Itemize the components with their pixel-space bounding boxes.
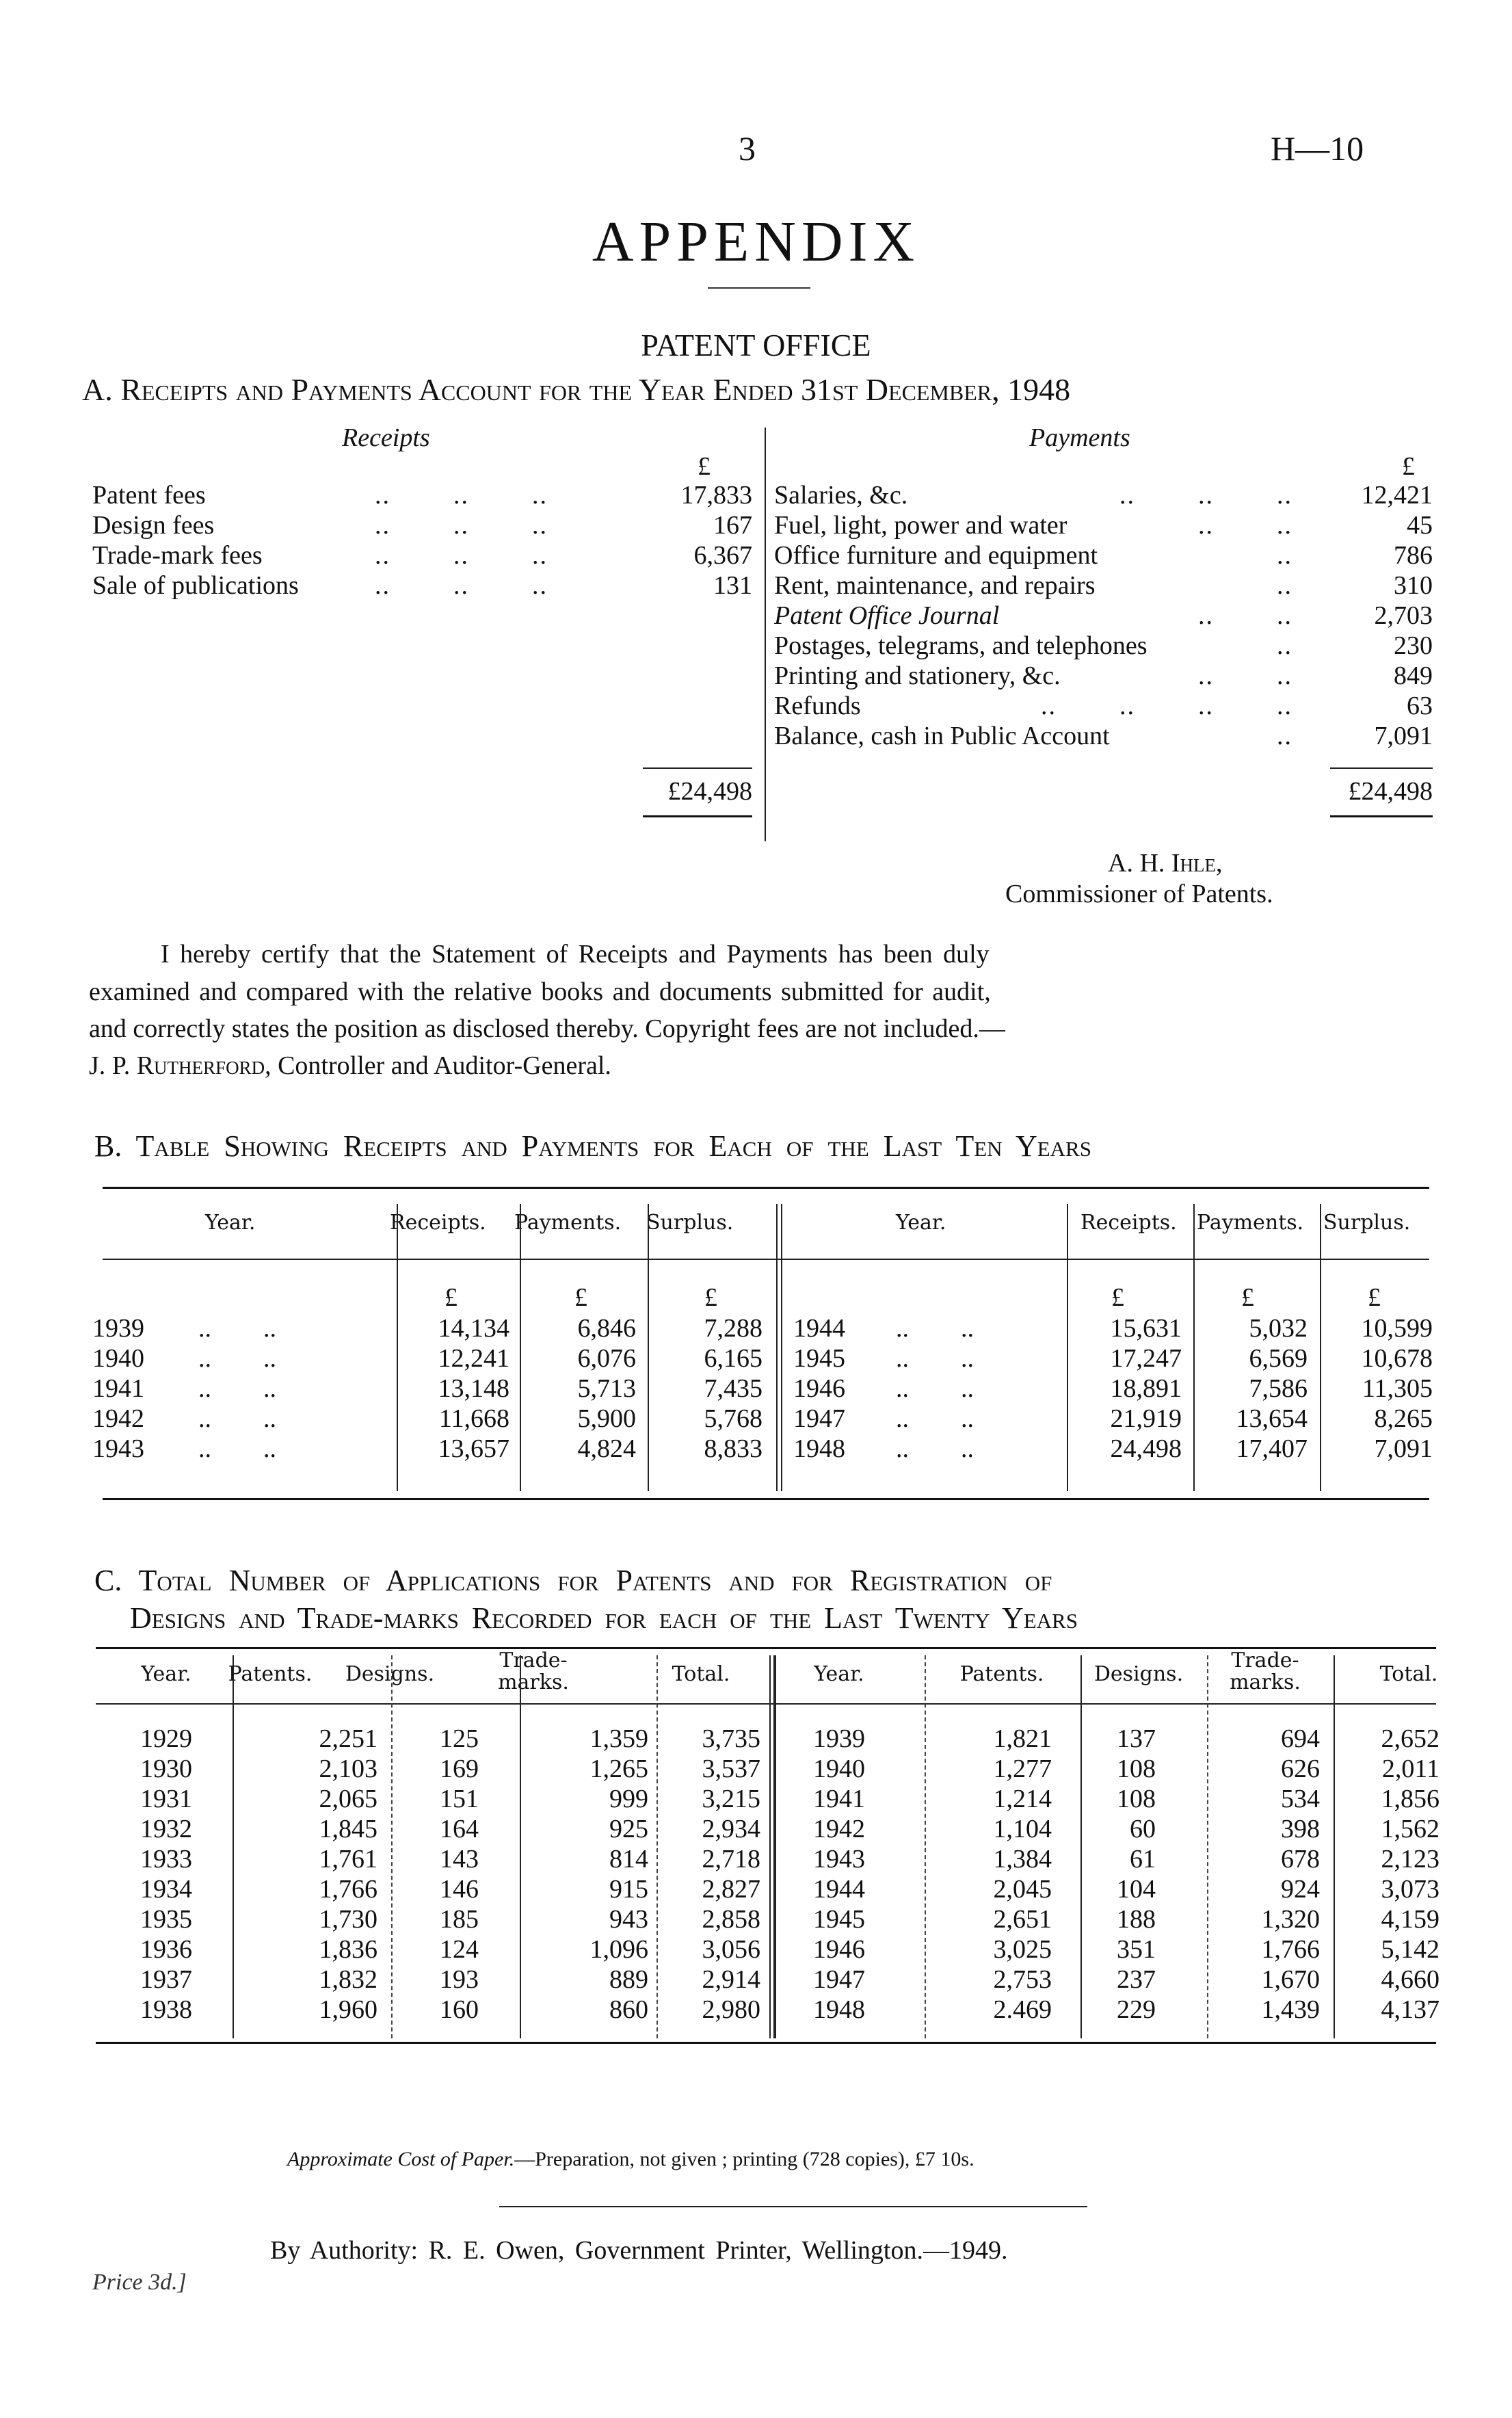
payments-cell: 5,900 <box>577 1404 636 1433</box>
leader-dots: .. <box>1277 722 1292 750</box>
col-rule <box>391 1655 393 2038</box>
payments-total: £24,498 <box>1348 777 1433 806</box>
leader-dots: .. .. <box>198 1344 276 1373</box>
year-cell: 1936 <box>140 1935 192 1964</box>
certification-line: and correctly states the position as disclosed thereby. Copyright fees are not included.— <box>89 1014 1005 1043</box>
surplus-cell: 6,165 <box>704 1344 762 1373</box>
signatory-title: Commissioner of Patents. <box>1005 880 1273 908</box>
payments-total-double-rule <box>1330 815 1433 817</box>
leader-dots: .. .. <box>896 1344 974 1373</box>
patents-cell: 2,065 <box>319 1785 377 1813</box>
payment-label: Fuel, light, power and water <box>774 511 1067 540</box>
surplus-cell: 7,435 <box>704 1374 762 1403</box>
payment-value: 230 <box>1394 631 1433 660</box>
trademarks-cell: 1,320 <box>1261 1905 1320 1934</box>
currency-mark: £ <box>1241 1283 1254 1312</box>
year-cell: 1932 <box>140 1815 192 1843</box>
col-header-payments: Payments. <box>514 1211 622 1235</box>
trademarks-cell: 534 <box>1281 1785 1320 1813</box>
trademarks-cell: 889 <box>609 1965 648 1994</box>
patents-cell: 1,214 <box>993 1785 1052 1813</box>
receipt-label: Sale of publications <box>92 571 299 600</box>
auditor-title: Controller and Auditor-General. <box>278 1051 611 1080</box>
designs-cell: 108 <box>1117 1785 1156 1813</box>
payments-total-rule <box>1330 767 1433 769</box>
col-rule <box>925 1655 926 2038</box>
payment-value: 849 <box>1394 661 1433 690</box>
year-cell: 1945 <box>793 1344 845 1373</box>
receipt-label: Patent fees <box>92 481 206 510</box>
designs-cell: 61 <box>1130 1845 1156 1874</box>
payment-label: Rent, maintenance, and repairs <box>774 571 1096 600</box>
receipts-total: £24,498 <box>667 777 752 806</box>
section-b-title: B. Table Showing Receipts and Payments for Each of the Last Ten Years <box>94 1129 1091 1163</box>
year-cell: 1947 <box>793 1404 845 1433</box>
year-cell: 1937 <box>140 1965 192 1994</box>
surplus-cell: 7,091 <box>1374 1434 1433 1463</box>
total-cell: 4,137 <box>1381 1995 1440 2024</box>
col-header-trademarks: marks. <box>1230 1670 1301 1694</box>
receipt-value: 17,833 <box>680 481 752 510</box>
year-cell: 1929 <box>140 1724 192 1753</box>
trademarks-cell: 1,439 <box>1261 1995 1320 2024</box>
currency-mark: £ <box>574 1283 587 1312</box>
year-cell: 1948 <box>813 1995 865 2024</box>
patents-cell: 1,384 <box>993 1845 1052 1874</box>
designs-cell: 151 <box>440 1785 479 1813</box>
trademarks-cell: 1,766 <box>1261 1935 1320 1964</box>
receipts-cell: 14,134 <box>438 1314 509 1343</box>
receipts-cell: 18,891 <box>1110 1374 1182 1403</box>
patents-cell: 1,845 <box>319 1815 377 1843</box>
designs-cell: 185 <box>440 1905 479 1934</box>
col-header-total: Total. <box>1379 1662 1438 1686</box>
payments-currency: £ <box>1402 452 1415 481</box>
year-cell: 1942 <box>813 1815 865 1843</box>
table-c-bottom-rule <box>96 2042 1436 2044</box>
total-cell: 2,718 <box>702 1845 760 1874</box>
half-divider <box>775 1655 776 2038</box>
designs-cell: 108 <box>1117 1755 1156 1783</box>
leader-dots: .. .. .. <box>375 481 548 510</box>
section-c-title-line2: Designs and Trade-marks Recorded for each of the Last Twenty Years <box>130 1601 1078 1635</box>
total-cell: 3,056 <box>702 1935 760 1964</box>
total-cell: 2,914 <box>702 1965 760 1994</box>
leader-dots: .. .. <box>198 1404 276 1433</box>
patents-cell: 2,103 <box>319 1755 377 1783</box>
total-cell: 4,159 <box>1381 1905 1440 1934</box>
receipts-currency: £ <box>698 452 711 481</box>
trademarks-cell: 626 <box>1281 1755 1320 1783</box>
col-header-year: Year. <box>205 1211 256 1235</box>
leader-dots: .. .. <box>1198 511 1292 540</box>
leader-dots: .. .. <box>896 1404 974 1433</box>
signatory-name: A. H. Ihle, <box>1108 849 1223 878</box>
payments-cell: 5,032 <box>1249 1314 1308 1343</box>
total-cell: 2,827 <box>702 1875 760 1904</box>
designs-cell: 237 <box>1117 1965 1156 1994</box>
currency-mark: £ <box>1368 1283 1381 1312</box>
designs-cell: 193 <box>440 1965 479 1994</box>
footer-rule <box>499 2206 1087 2207</box>
col-header-surplus: Surplus. <box>646 1211 734 1235</box>
total-cell: 3,735 <box>702 1724 760 1753</box>
designs-cell: 137 <box>1117 1724 1156 1753</box>
total-cell: 4,660 <box>1381 1965 1440 1994</box>
total-cell: 2,652 <box>1381 1724 1440 1753</box>
designs-cell: 188 <box>1117 1905 1156 1934</box>
trademarks-cell: 694 <box>1281 1724 1320 1753</box>
total-cell: 1,856 <box>1381 1785 1440 1813</box>
patents-cell: 2,753 <box>993 1965 1052 1994</box>
payment-value: 63 <box>1407 692 1433 720</box>
payment-label: Patent Office Journal <box>774 601 1000 630</box>
year-cell: 1947 <box>813 1965 865 1994</box>
payments-cell: 6,076 <box>577 1344 636 1373</box>
col-header-year: Year. <box>896 1211 946 1235</box>
year-cell: 1931 <box>140 1785 192 1813</box>
receipts-cell: 13,657 <box>438 1434 509 1463</box>
year-cell: 1948 <box>793 1434 845 1463</box>
year-cell: 1940 <box>813 1755 865 1783</box>
patents-cell: 1,104 <box>993 1815 1052 1843</box>
currency-mark: £ <box>704 1283 717 1312</box>
patents-cell: 1,730 <box>319 1905 377 1934</box>
leader-dots: .. .. .. <box>375 541 548 570</box>
leader-dots: .. .. .. <box>375 511 548 540</box>
receipts-heading: Receipts <box>342 423 430 452</box>
trademarks-cell: 678 <box>1281 1845 1320 1874</box>
trademarks-cell: 1,096 <box>589 1935 648 1964</box>
section-c-title-line1: C. Total Number of Applications for Patents and for Registration of <box>94 1564 1052 1597</box>
surplus-cell: 5,768 <box>704 1404 762 1433</box>
receipts-cell: 21,919 <box>1110 1404 1182 1433</box>
surplus-cell: 8,265 <box>1374 1404 1433 1433</box>
payment-value: 310 <box>1394 571 1433 600</box>
designs-cell: 143 <box>440 1845 479 1874</box>
total-cell: 3,215 <box>702 1785 760 1813</box>
table-b-header-rule <box>103 1259 1429 1260</box>
receipts-total-rule <box>643 767 752 769</box>
patents-cell: 1,766 <box>319 1875 377 1904</box>
designs-cell: 160 <box>440 1995 479 2024</box>
receipt-value: 6,367 <box>693 541 752 570</box>
col-header-surplus: Surplus. <box>1323 1211 1411 1235</box>
col-header-total: Total. <box>672 1662 730 1686</box>
leader-dots: .. .. <box>1198 601 1292 630</box>
designs-cell: 351 <box>1117 1935 1156 1964</box>
patents-cell: 2,045 <box>993 1875 1052 1904</box>
office-heading: PATENT OFFICE <box>641 328 871 363</box>
year-cell: 1939 <box>92 1314 144 1343</box>
col-header-year: Year. <box>814 1662 864 1686</box>
total-cell: 2,858 <box>702 1905 760 1934</box>
trademarks-cell: 1,359 <box>589 1724 648 1753</box>
year-cell: 1935 <box>140 1905 192 1934</box>
total-cell: 2,011 <box>1381 1755 1440 1783</box>
payments-cell: 13,654 <box>1236 1404 1308 1433</box>
receipts-cell: 11,668 <box>438 1404 509 1433</box>
col-header-trademarks: Trade- <box>499 1648 568 1672</box>
payments-cell: 4,824 <box>577 1434 636 1463</box>
receipt-value: 167 <box>713 511 752 540</box>
designs-cell: 164 <box>440 1815 479 1843</box>
trademarks-cell: 999 <box>609 1785 648 1813</box>
half-divider <box>769 1655 771 2038</box>
patents-cell: 1,832 <box>319 1965 377 1994</box>
surplus-cell: 8,833 <box>704 1434 762 1463</box>
col-header-patents: Patents. <box>228 1662 313 1686</box>
col-header-trademarks: marks. <box>498 1670 569 1694</box>
payment-label: Salaries, &c. <box>774 481 908 510</box>
total-cell: 3,537 <box>702 1755 760 1783</box>
leader-dots: .. <box>1277 571 1292 600</box>
col-rule <box>776 1204 778 1491</box>
col-rule <box>233 1655 234 2038</box>
year-cell: 1938 <box>140 1995 192 2024</box>
year-cell: 1939 <box>813 1724 865 1753</box>
surplus-cell: 10,678 <box>1361 1344 1433 1373</box>
currency-mark: £ <box>445 1283 457 1312</box>
payments-cell: 17,407 <box>1236 1434 1308 1463</box>
col-header-designs: Designs. <box>345 1662 435 1686</box>
table-b-bottom-rule <box>103 1498 1429 1500</box>
receipts-cell: 24,498 <box>1110 1434 1182 1463</box>
year-cell: 1944 <box>813 1875 865 1904</box>
patents-cell: 2,251 <box>319 1724 377 1753</box>
receipts-cell: 15,631 <box>1110 1314 1182 1343</box>
leader-dots: .. .. <box>198 1314 276 1343</box>
col-rule <box>520 1655 521 2038</box>
surplus-cell: 11,305 <box>1362 1374 1433 1403</box>
leader-dots: .. <box>1277 541 1292 570</box>
col-header-patents: Patents. <box>959 1662 1044 1686</box>
patents-cell: 1,960 <box>319 1995 377 2024</box>
leader-dots: .. .. .. <box>375 571 548 600</box>
leader-dots: .. .. .. .. <box>1041 692 1292 720</box>
leader-dots: .. .. <box>1198 661 1292 690</box>
payments-cell: 6,569 <box>1249 1344 1308 1373</box>
payment-value: 7,091 <box>1374 722 1433 750</box>
currency-mark: £ <box>1111 1283 1124 1312</box>
payment-label: Postages, telegrams, and telephones <box>774 631 1148 660</box>
payment-label: Printing and stationery, &c. <box>774 661 1061 690</box>
col-header-trademarks: Trade- <box>1231 1648 1299 1672</box>
payments-heading: Payments <box>1029 423 1130 452</box>
trademarks-cell: 925 <box>609 1815 648 1843</box>
payments-cell: 5,713 <box>577 1374 636 1403</box>
title-divider <box>708 287 810 289</box>
table-c-header-rule <box>96 1703 1436 1705</box>
receipt-value: 131 <box>713 571 752 600</box>
payment-label: Balance, cash in Public Account <box>774 722 1110 750</box>
designs-cell: 125 <box>440 1724 479 1753</box>
designs-cell: 104 <box>1117 1875 1156 1904</box>
cost-text: —Preparation, not given ; printing (728 copies), £7 10s. <box>514 2148 974 2170</box>
trademarks-cell: 1,670 <box>1261 1965 1320 1994</box>
year-cell: 1934 <box>140 1875 192 1904</box>
printer-authority: By Authority: R. E. Owen, Government Printer, Wellington.—1949. <box>270 2236 1008 2265</box>
col-header-payments: Payments. <box>1197 1211 1304 1235</box>
receipts-total-double-rule <box>643 815 752 817</box>
leader-dots: .. .. <box>198 1374 276 1403</box>
total-cell: 3,073 <box>1381 1875 1440 1904</box>
leader-dots: .. .. <box>896 1374 974 1403</box>
payment-value: 45 <box>1407 511 1433 540</box>
document-reference: H—10 <box>1271 129 1364 168</box>
receipts-cell: 13,148 <box>438 1374 509 1403</box>
patents-cell: 1,836 <box>319 1935 377 1964</box>
trademarks-cell: 943 <box>609 1905 648 1934</box>
total-cell: 2,980 <box>702 1995 760 2024</box>
col-header-receipts: Receipts. <box>1080 1211 1177 1235</box>
col-rule <box>1207 1655 1208 2038</box>
trademarks-cell: 915 <box>609 1875 648 1904</box>
leader-dots: .. .. .. <box>1119 481 1292 510</box>
receipts-cell: 17,247 <box>1110 1344 1182 1373</box>
col-header-receipts: Receipts. <box>390 1211 486 1235</box>
designs-cell: 124 <box>440 1935 479 1964</box>
year-cell: 1946 <box>813 1935 865 1964</box>
patents-cell: 3,025 <box>993 1935 1052 1964</box>
year-cell: 1940 <box>92 1344 144 1373</box>
total-cell: 2,934 <box>702 1815 760 1843</box>
table-b-top-rule <box>103 1187 1429 1189</box>
leader-dots: .. .. <box>896 1314 974 1343</box>
patents-cell: 2.469 <box>993 1995 1052 2024</box>
year-cell: 1941 <box>813 1785 865 1813</box>
page-number: 3 <box>739 129 756 168</box>
year-cell: 1933 <box>140 1845 192 1874</box>
payment-label: Office furniture and equipment <box>774 541 1098 570</box>
year-cell: 1946 <box>793 1374 845 1403</box>
col-header-year: Year. <box>141 1662 191 1686</box>
trademarks-cell: 924 <box>1281 1875 1320 1904</box>
leader-dots: .. .. <box>896 1434 974 1463</box>
total-cell: 5,142 <box>1381 1935 1440 1964</box>
section-a-title: A. Receipts and Payments Account for the Year Ended 31st December, 1948 <box>82 372 1071 407</box>
auditor-name: J. P. Rutherford, <box>89 1051 271 1080</box>
surplus-cell: 7,288 <box>704 1314 762 1343</box>
patents-cell: 1,761 <box>319 1845 377 1874</box>
certification-line: I hereby certify that the Statement of Receipts and Payments has been duly <box>161 940 990 969</box>
payment-value: 786 <box>1394 541 1433 570</box>
year-cell: 1930 <box>140 1755 192 1783</box>
designs-cell: 169 <box>440 1755 479 1783</box>
year-cell: 1941 <box>92 1374 144 1403</box>
year-cell: 1945 <box>813 1905 865 1934</box>
receipt-label: Design fees <box>92 511 215 540</box>
total-cell: 2,123 <box>1381 1845 1440 1874</box>
trademarks-cell: 814 <box>609 1845 648 1874</box>
year-cell: 1944 <box>793 1314 845 1343</box>
price: Price 3d.] <box>92 2270 187 2295</box>
account-divider <box>765 428 766 841</box>
cost-label: Approximate Cost of Paper. <box>287 2148 515 2170</box>
trademarks-cell: 1,265 <box>589 1755 648 1783</box>
trademarks-cell: 398 <box>1281 1815 1320 1843</box>
designs-cell: 146 <box>440 1875 479 1904</box>
year-cell: 1942 <box>92 1404 144 1433</box>
total-cell: 1,562 <box>1381 1815 1440 1843</box>
year-cell: 1943 <box>813 1845 865 1874</box>
patents-cell: 1,821 <box>993 1724 1052 1753</box>
surplus-cell: 10,599 <box>1361 1314 1433 1343</box>
receipt-label: Trade-mark fees <box>92 541 263 570</box>
year-cell: 1943 <box>92 1434 144 1463</box>
certification-line: examined and compared with the relative books and documents submitted for audit, <box>89 977 991 1006</box>
designs-cell: 229 <box>1117 1995 1156 2024</box>
patents-cell: 2,651 <box>993 1905 1052 1934</box>
col-header-designs: Designs. <box>1093 1662 1184 1686</box>
col-rule <box>781 1204 782 1491</box>
receipts-cell: 12,241 <box>438 1344 509 1373</box>
payments-cell: 7,586 <box>1249 1374 1308 1403</box>
leader-dots: .. <box>1277 631 1292 660</box>
patents-cell: 1,277 <box>993 1755 1052 1783</box>
page-title: APPENDIX <box>592 210 920 274</box>
payment-value: 2,703 <box>1374 601 1433 630</box>
payment-label: Refunds <box>774 692 861 720</box>
trademarks-cell: 860 <box>609 1995 648 2024</box>
payment-value: 12,421 <box>1361 481 1433 510</box>
designs-cell: 60 <box>1130 1815 1156 1843</box>
payments-cell: 6,846 <box>577 1314 636 1343</box>
cost-note <box>287 2148 974 2171</box>
leader-dots: .. .. <box>198 1434 276 1463</box>
